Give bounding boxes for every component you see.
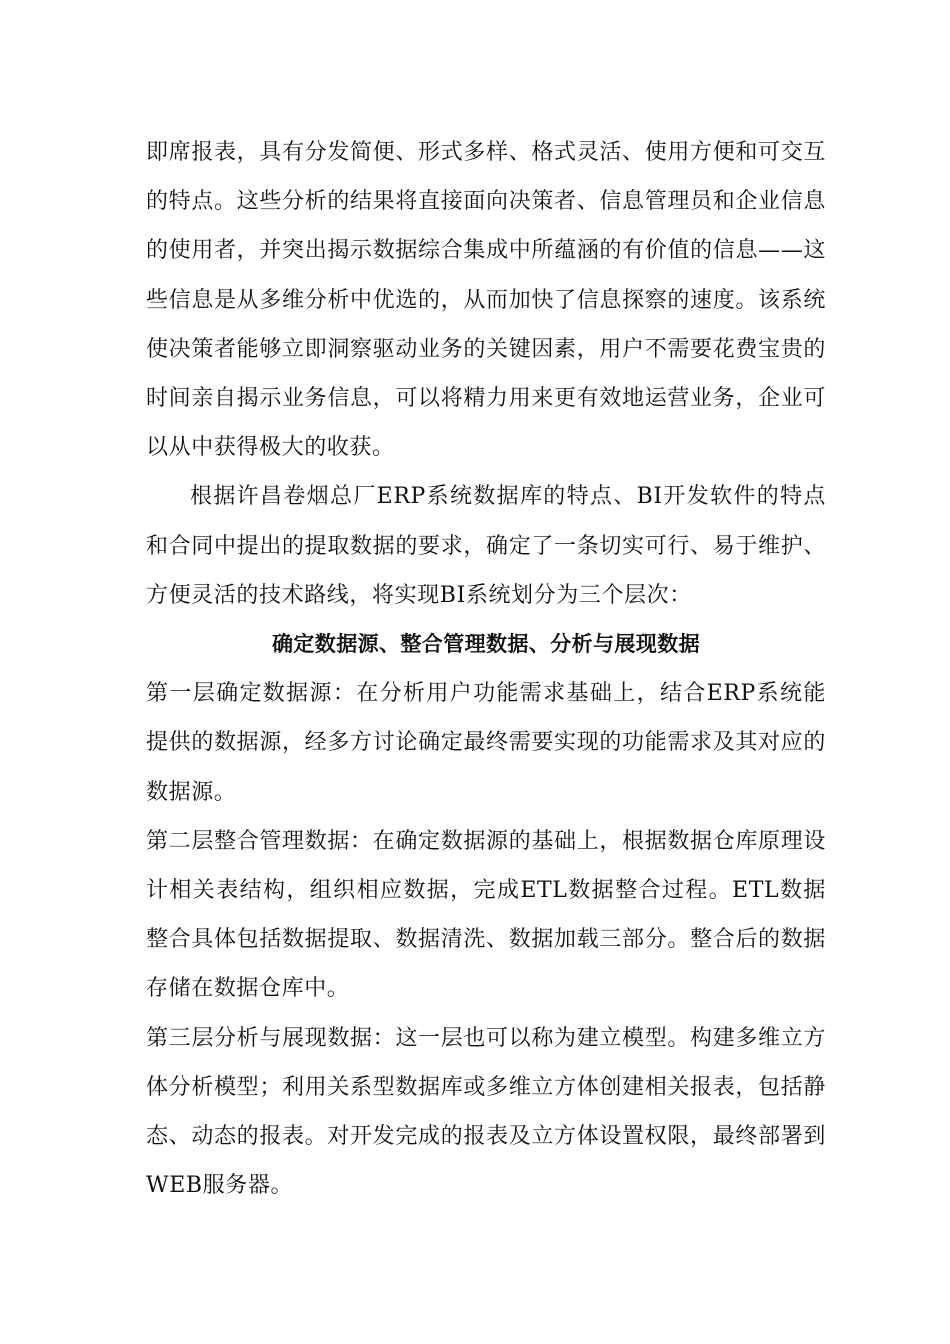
paragraph-layer-two: 第二层整合管理数据：在确定数据源的基础上，根据数据仓库原理设计相关表结构，组织相应数据，完成ETL数据整合过程。ETL数据整合具体包括数据提取、数据清洗、数据加载三部分。整合后的数据存储在数据仓库中。 <box>146 828 826 1002</box>
paragraph-report-features: 即席报表，具有分发简便、形式多样、格式灵活、使用方便和可交互的特点。这些分析的结果将直接面向决策者、信息管理员和企业信息的使用者，并突出揭示数据综合集成中所蕴涵的有价值的信息——这些信息是从多维分析中优选的，从而加快了信息探察的速度。该系统使决策者能够立即洞察驱动业务的关键因素，用户不需要花费宝贵的时间亲自揭示业务信息，可以将精力用来更有效地运营业务，企业可以从中获得极大的收获。 <box>146 140 826 461</box>
section-heading: 确定数据源、整合管理数据、分析与展现数据 <box>272 632 700 657</box>
paragraph-layer-three: 第三层分析与展现数据：这一层也可以称为建立模型。构建多维立方体分析模型；利用关系型数据库或多维立方体创建相关报表，包括静态、动态的报表。对开发完成的报表及立方体设置权限，最终部署到WEB服务器。 <box>146 1025 826 1199</box>
paragraph-layer-one: 第一层确定数据源：在分析用户功能需求基础上，结合ERP系统能提供的数据源，经多方讨论确定最终需要实现的功能需求及其对应的数据源。 <box>146 681 826 805</box>
paragraph-technical-route: 根据许昌卷烟总厂ERP系统数据库的特点、BI开发软件的特点和合同中提出的提取数据的要求，确定了一条切实可行、易于维护、方便灵活的技术路线，将实现BI系统划分为三个层次： <box>146 484 826 608</box>
document-page <box>146 128 826 1210</box>
